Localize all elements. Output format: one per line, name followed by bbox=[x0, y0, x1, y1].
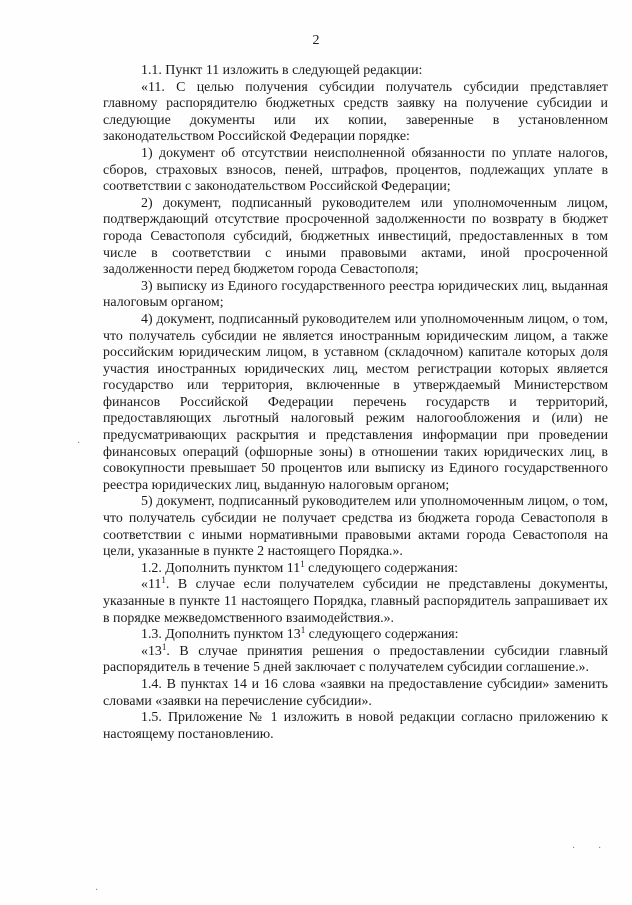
paragraph-1-3-pre: 1.3. Дополнить пунктом 13 bbox=[141, 627, 301, 643]
paragraph-item-11-1-pre: «11 bbox=[141, 577, 162, 593]
paragraph-item-13-1-post: . В случае принятия решения о предоставлении субсидии главный распорядитель в течение 5 дней заключает с получателем субсидии соглашение.». bbox=[103, 643, 608, 676]
document-body bbox=[103, 63, 608, 743]
paragraph-item-11-1-sup: 1 bbox=[161, 575, 166, 586]
page-number: 2 bbox=[312, 33, 320, 48]
paragraph-item-11-1 bbox=[103, 577, 608, 627]
paragraph-1-3 bbox=[103, 627, 608, 644]
paragraph-subitem-3: 3) выписку из Единого государственного реестра юридических лиц, выданная налоговым органом; bbox=[103, 278, 608, 311]
paragraph-subitem-5: 5) документ, подписанный руководителем или уполномоченным лицом, о том, что получатель субсидии не получает средства из бюджета города Севастополя в соответствии с иными нормативными правовыми актами города Севастополя на цели, указанные в пункте 2 настоящего Порядка.». bbox=[103, 494, 608, 560]
paragraph-1-2-pre: 1.2. Дополнить пунктом 11 bbox=[141, 560, 301, 576]
paragraph-1-5: 1.5. Приложение № 1 изложить в новой редакции согласно приложению к настоящему постановлению. bbox=[103, 710, 608, 742]
scan-speck: · bbox=[572, 843, 576, 854]
paragraph-item-11: «11. С целью получения субсидии получатель субсидии представляет главному распорядителю бюджетных средств заявку на получение субсидии и следующие документы или их копии, заверенные в установленном законодательством Российской Федерации порядке: bbox=[103, 79, 608, 145]
paragraph-1-2-sup: 1 bbox=[300, 558, 305, 569]
paragraph-subitem-2: 2) документ, подписанный руководителем или уполномоченным лицом, подтверждающий отсутствие просроченной задолженности по возврату в бюджет города Севастополя субсидий, бюджетных инвестиций, предоставленных в том числе в соответствии с иными правовыми актами, иной просроченной задолженности перед бюджетом города Севастополя; bbox=[103, 195, 608, 278]
paragraph-1-2 bbox=[103, 558, 608, 578]
paragraph-item-11-1-post: . В случае если получателем субсидии не представлены документы, указанные в пункте 11 настоящего Порядка, главный распорядитель запрашивает их в порядке межведомственного взаимодействия.». bbox=[103, 577, 608, 626]
paragraph-subitem-4: 4) документ, подписанный руководителем или уполномоченным лицом, о том, что получатель субсидии не является иностранным юридическим лицом, а также российским юридическим лицом, в уставном (складочном) капитале которых доля участия иностранных юридических лиц, местом регистрации которых является государство или территория, включенные в утверждаемый Министерством финансов Российской Федерации перечень государств и территорий, предоставляющих льготный налоговый режим налогообложения и (или) не предусматривающих раскрытия и представления информации при проведении финансовых операций (офшорные зоны) в отношении таких юридических лиц, в совокупности превышает 50 процентов или выписку из Единого государственного реестра юридических лиц, выданную налоговым органом; bbox=[103, 311, 608, 493]
scan-speck: · bbox=[598, 843, 602, 854]
paragraph-1-4: 1.4. В пунктах 14 и 16 слова «заявки на предоставление субсидии» заменить словами «заявки на перечисление субсидии». bbox=[103, 676, 608, 709]
paragraph-item-13-1 bbox=[103, 641, 608, 677]
paragraph-1-1: 1.1. Пункт 11 изложить в следующей редакции: bbox=[141, 63, 423, 78]
paragraph-1-3-sup: 1 bbox=[300, 625, 306, 636]
scan-speck: · bbox=[77, 438, 81, 449]
paragraph-item-13-1-sup: 1 bbox=[161, 641, 167, 652]
paragraph-1-3-post: следующего содержания: bbox=[305, 627, 459, 643]
scan-speck: · bbox=[95, 885, 99, 896]
paragraph-item-13-1-pre: «13 bbox=[141, 643, 162, 659]
paragraph-1-2-post: следующего содержания: bbox=[304, 560, 459, 576]
paragraph-subitem-1: 1) документ об отсутствии неисполненной обязанности по уплате налогов, сборов, страховых взносов, пеней, штрафов, процентов, подлежащих уплате в соответствии с законодательством Российской Федерации; bbox=[103, 145, 608, 195]
